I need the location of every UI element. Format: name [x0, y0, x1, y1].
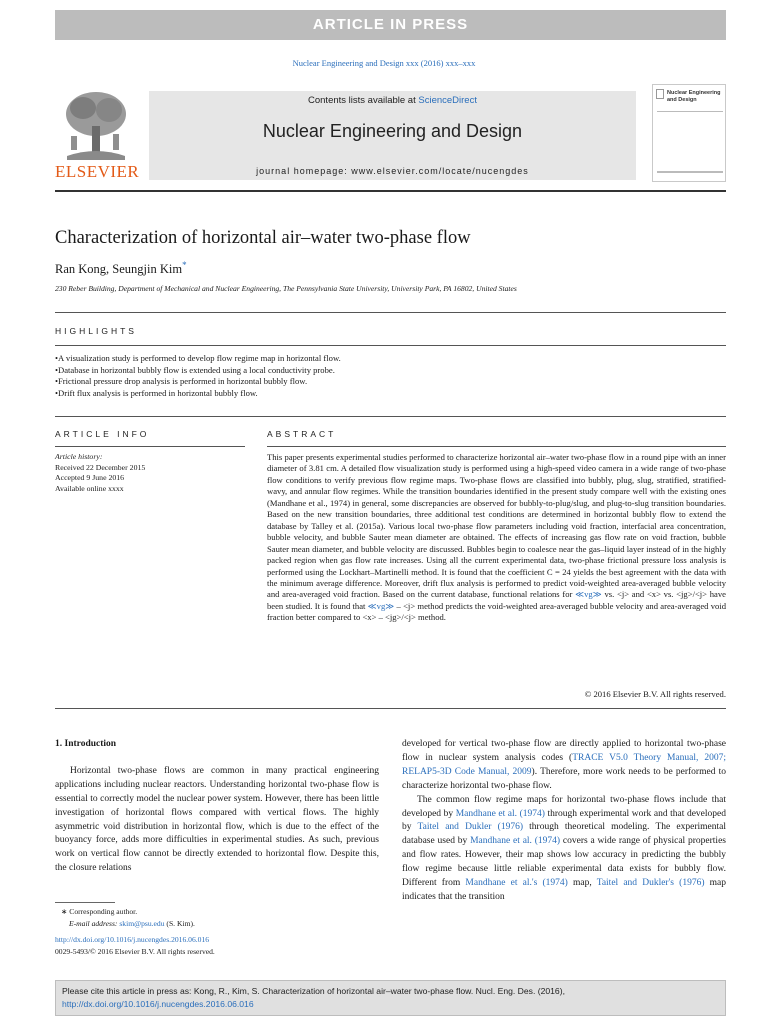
- article-info-divider: [55, 446, 245, 447]
- highlights-heading: HIGHLIGHTS: [55, 326, 137, 336]
- reference-link[interactable]: Taitel and Dukler (1976): [417, 822, 523, 833]
- received-date: Received 22 December 2015: [55, 462, 146, 472]
- abstract-heading: ABSTRACT: [267, 429, 337, 439]
- citation-doi-link[interactable]: http://dx.doi.org/10.1016/j.nucengdes.2016.06.016: [62, 998, 254, 1009]
- text-span: covers a wide range of physical properties and flow rates. However, their map shows low accuracy in predicting the bubbly flow regime because little reliable experimental data exists for bubbly flow. Different from: [402, 836, 726, 889]
- masthead-divider: [55, 190, 726, 192]
- abstract-part: – <j> method predicts the void-weighted area-averaged bubble velocity and area-averaged void fraction better compared to <x> – <jg>/<j> method.: [267, 600, 726, 623]
- elsevier-tree-icon: [61, 88, 131, 160]
- abstract-copyright: © 2016 Elsevier B.V. All rights reserved.: [584, 689, 726, 699]
- reference-link[interactable]: Taitel and Dukler's (1976): [596, 878, 705, 889]
- journal-homepage[interactable]: journal homepage: www.elsevier.com/locate/nucengdes: [256, 166, 529, 176]
- citation-text: Please cite this article in press as: Kong, R., Kim, S. Characterization of horizontal air–water two-phase flow. Nucl. Eng. Des. (2016),: [62, 986, 565, 996]
- cover-title: Nuclear Engineering and Design: [667, 90, 721, 103]
- corresponding-author-marker[interactable]: *: [182, 260, 187, 270]
- contents-prefix: Contents lists available at: [308, 95, 419, 106]
- text-span: developed for vertical two-phase flow are directly applied to horizontal two-phase flow in nuclear system analysis codes (: [402, 739, 726, 763]
- accepted-date: Accepted 9 June 2016: [55, 473, 125, 482]
- footnotes: [55, 906, 379, 957]
- corresponding-author-note: ∗ Corresponding author.: [61, 907, 138, 916]
- journal-title: Nuclear Engineering and Design: [262, 121, 523, 141]
- highlight-item: • Drift flux analysis is performed in horizontal bubbly flow.: [55, 388, 726, 400]
- abstract-divider: [267, 446, 726, 447]
- email-suffix: (S. Kim).: [164, 918, 195, 928]
- text-span: map indicates that the transition: [402, 878, 726, 902]
- section-divider: [55, 708, 726, 709]
- section-heading: 1. Introduction: [55, 739, 117, 749]
- journal-masthead: [55, 84, 726, 184]
- text-span: through experimental work and that developed by: [402, 808, 727, 833]
- body-column-right: [402, 738, 726, 905]
- cover-rule: [657, 111, 723, 112]
- intro-paragraph: [402, 738, 726, 794]
- section-divider: [55, 345, 726, 346]
- highlight-item: • Frictional pressure drop analysis is performed in horizontal bubbly flow.: [55, 376, 726, 388]
- body-column-left: [55, 738, 379, 876]
- journal-citation-link[interactable]: Nuclear Engineering and Design xxx (2016) xxx–xxx: [292, 58, 476, 68]
- email-link[interactable]: skim@psu.edu: [119, 918, 165, 928]
- section-divider: [55, 416, 726, 417]
- contents-availability: [149, 95, 636, 106]
- sciencedirect-link[interactable]: ScienceDirect: [418, 95, 477, 106]
- journal-header-panel: [149, 91, 636, 180]
- abstract-symbol-link[interactable]: ≪vg≫: [367, 600, 395, 611]
- email-label: E-mail address:: [69, 918, 120, 928]
- article-history: [55, 452, 245, 494]
- article-title: Characterization of horizontal air–water two-phase flow: [55, 228, 471, 248]
- article-in-press-banner: ARTICLE IN PRESS: [55, 10, 726, 40]
- reference-link[interactable]: TRACE V5.0 Theory Manual, 2007; RELAP5-3D Code Manual, 2009: [402, 752, 726, 777]
- abstract-part: vs. <j> and <x> vs. <jg>/<j> have been studied. It is found that: [267, 589, 726, 611]
- author-list: [55, 260, 187, 277]
- text-span: map,: [567, 878, 597, 889]
- abstract-part: This paper presents experimental studies performed to characterize horizontal air–water two-phase flow in a round pipe with an inner diameter of 3.81 cm. A detailed flow visualization study is performed using a high-speed video camera in a wide range of two-phase flow conditions to verify previous flow regime maps. Two-phase flows are classified into bubbly, plug, slug, stratified, stratified-wavy, and annular flow regimes. While the transition boundaries identified in the present study compare well with the existing ones (Mandhane et al., 1974) in general, some discrepancies are observed for bubbly-to-plug/slug, and plug-to-slug transition boundaries. Based on the new transition boundaries, three additional test conditions are determined in horizontal bubbly flow to extend the database by Talley et al. (2015a). Various local two-phase flow parameters including void fraction, interfacial area concentration, bubble velocity, and bubble Sauter mean diameter are obtained. The effects of increasing gas flow rate on void fraction, bubble Sauter mean diameter, and bubble velocity are discussed. Bubbles begin to coalesce near the gas–liquid layer instead of in the highly packed region when gas flow rate increases. Using all the current experimental data, two-phase frictional pressure loss analysis is performed using the Lockhart–Martinelli method. It is found that the coefficient C = 24 yields the best agreement with the data with the minimum average difference. Moreover, drift flux analysis is performed to predict void-weighted area-averaged bubble velocity and area-averaged void fraction. Based on the current database, functional relations for: [267, 452, 726, 600]
- text-span: ). Therefore, more work needs to be performed to characterize horizontal two-phase flow.: [402, 766, 726, 791]
- reference-link[interactable]: Mandhane et al. (1974): [470, 836, 561, 847]
- highlight-item: • Database in horizontal bubbly flow is extended using a local conductivity probe.: [55, 365, 726, 377]
- article-info-heading: ARTICLE INFO: [55, 429, 150, 439]
- issn-copyright: 0029-5493/© 2016 Elsevier B.V. All rights reserved.: [55, 946, 215, 956]
- authors-text: Ran Kong, Seungjin Kim: [55, 262, 183, 277]
- elsevier-wordmark: ELSEVIER: [55, 162, 140, 181]
- footnote-rule: [55, 902, 115, 903]
- doi-link[interactable]: http://dx.doi.org/10.1016/j.nucengdes.2016.06.016: [55, 935, 210, 944]
- cover-footer: [657, 172, 723, 178]
- text-span: The common flow regime maps for horizontal two-phase flows include that developed by: [402, 794, 726, 819]
- abstract-symbol-link[interactable]: ≪vg≫: [575, 589, 602, 600]
- doi-block: [55, 934, 379, 957]
- citation-notice: [55, 980, 726, 1016]
- cover-logo-icon: [656, 89, 664, 99]
- intro-paragraph: Horizontal two-phase flows are common in many practical engineering applications including nuclear reactors. Understanding horizontal two-phase flow is essential to correctly model the nuclear power system. However, there has been little investigation of horizontal flows compared with vertical flows. The highly asymmetric void distribution in horizontal flow, which is due to the effect of the buoyancy force, adds more difficulties in experimental studies. As such, previous work on vertical flow cannot be directly extended to horizontal flow. Despite this, the closure relations: [55, 765, 379, 874]
- highlight-item: • A visualization study is performed to develop flow regime map in horizontal flow.: [55, 353, 726, 365]
- online-date: Available online xxxx: [55, 483, 124, 493]
- journal-cover-thumbnail[interactable]: [652, 84, 726, 182]
- abstract-text: [267, 452, 726, 624]
- section-divider: [55, 312, 726, 313]
- text-span: through theoretical modeling. The experimental database used by: [402, 822, 726, 847]
- reference-link[interactable]: Mandhane et al.'s (1974): [465, 878, 568, 889]
- intro-paragraph: [402, 794, 726, 905]
- highlights-list: [55, 353, 726, 399]
- reference-link[interactable]: Mandhane et al. (1974): [455, 808, 545, 819]
- elsevier-logo[interactable]: [55, 84, 140, 184]
- history-label: Article history:: [55, 452, 103, 461]
- author-affiliation: 230 Reber Building, Department of Mechanical and Nuclear Engineering, The Pennsylvania State University, University Park, PA 16802, United States: [55, 284, 517, 293]
- email-note: [55, 918, 379, 930]
